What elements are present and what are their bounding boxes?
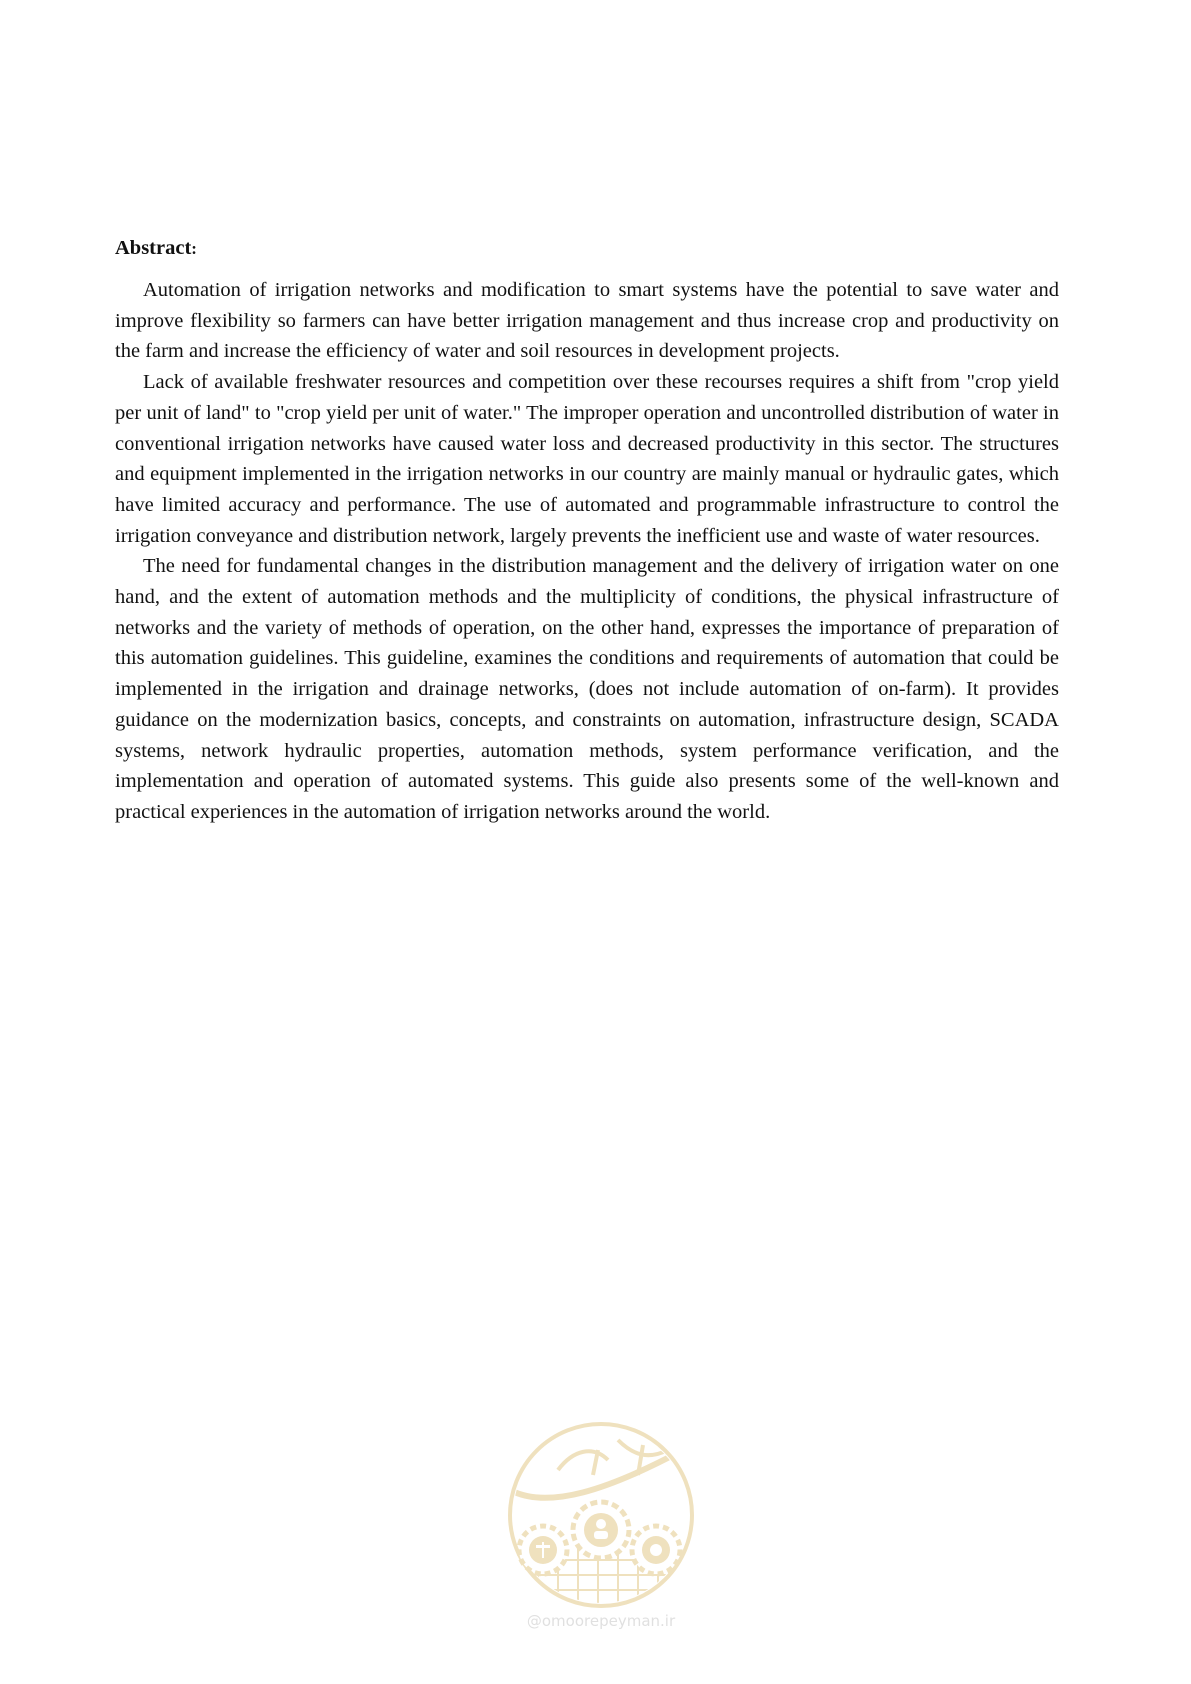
watermark-seal [498, 1420, 704, 1635]
watermark-url: @omoorepeyman.ir [526, 1612, 676, 1630]
abstract-section [115, 233, 1059, 828]
abstract-heading-text: Abstract [115, 237, 192, 259]
abstract-paragraph-1: Automation of irrigation networks and modification to smart systems have the potential to save water and improve flexibility so farmers can have better irrigation management and thus increase crop and productivity on the farm and increase the efficiency of water and soil resources in development projects. [115, 279, 1059, 363]
abstract-heading-colon: : [191, 239, 197, 258]
abstract-paragraph-3: The need for fundamental changes in the distribution management and the delivery of irrigation water on one hand, and the extent of automation methods and the multiplicity of conditions, the physical infrastructure of networks and the variety of methods of operation, on the other hand, expresses the importance of preparation of this automation guidelines. This guideline, examines the conditions and requirements of automation that could be implemented in the irrigation and drainage networks, (does not include automation of on-farm). It provides guidance on the modernization basics, concepts, and constraints on automation, infrastructure design, SCADA systems, network hydraulic properties, automation methods, system performance verification, and the implementation and operation of automated systems. This guide also presents some of the well-known and practical experiences in the automation of irrigation networks around the world. [115, 555, 1059, 823]
abstract-heading [115, 233, 1059, 264]
omoorepeyman-seal-logo-icon [498, 1420, 704, 1610]
abstract-paragraph-2: Lack of available freshwater resources and competition over these recourses requires a shift from "crop yield per unit of land" to "crop yield per unit of water." The improper operation and uncontrolled distribution of water in conventional irrigation networks have caused water loss and decreased productivity in this sector. The structures and equipment implemented in the irrigation networks in our country are mainly manual or hydraulic gates, which have limited accuracy and performance. The use of automated and programmable infrastructure to control the irrigation conveyance and distribution network, largely prevents the inefficient use and waste of water resources. [115, 371, 1059, 547]
